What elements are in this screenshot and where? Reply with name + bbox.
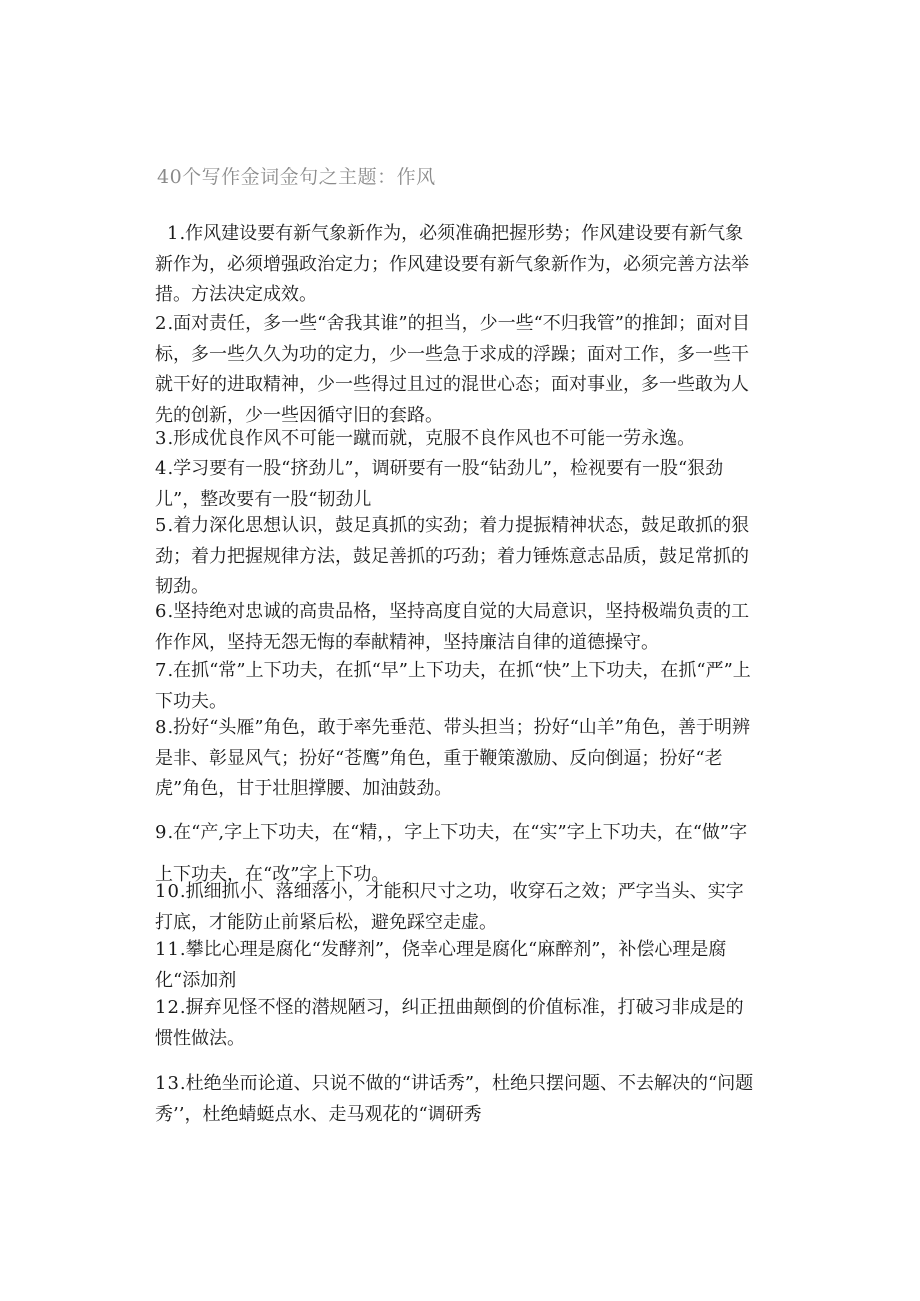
item-number: 5 (155, 515, 168, 536)
list-item-7 (155, 656, 760, 717)
document-title: 40个写作金词金句之主题：作风 (157, 166, 436, 188)
item-number: 2 (155, 313, 168, 334)
list-item-3 (155, 424, 760, 455)
item-number: 12 (155, 997, 180, 1018)
item-number: 1 (167, 223, 180, 244)
item-text: .抓细抓小、落细落小，才能积尺寸之功，收穿石之效；严字当头、实字打底，才能防止前紧后松，避免踩空走虚。 (155, 881, 744, 933)
list-item-10 (155, 877, 760, 938)
list-item-4 (155, 454, 760, 515)
item-text: .形成优良作风不可能一蹴而就，克服不良作风也不可能一劳永逸。 (167, 428, 696, 449)
item-text: .在“产,字上下功夫，在“精，，字上下功夫，在“实”字上下功夫，在“做”字上下功夫，在“改”字上下功。 (155, 822, 748, 885)
item-text: .攀比心理是腐化“发酵剂”，侥幸心理是腐化“麻醉剂”，补偿心理是腐化“添加剂 (155, 939, 727, 991)
item-text: .坚持绝对忠诚的高贵品格，坚持高度自觉的大局意识，坚持极端负责的工作作风，坚持无怨无悔的奉献精神，坚持廉洁自律的道德操守。 (155, 601, 750, 653)
item-text: .着力深化思想认识，鼓足真抓的实劲；着力提振精神状态，鼓足敢抓的狠劲；着力把握规律方法，鼓足善抓的巧劲；着力锤炼意志品质，鼓足常抓的韧劲。 (155, 515, 750, 597)
item-text: .面对责任，多一些“舍我其谁”的担当，少一些“不归我管”的推卸；面对目标，多一些久久为功的定力，少一些急于求成的浮躁；面对工作，多一些干就干好的进取精神，少一些得过且过的混世心态；面对事业，多一些敢为人先的创新，少一些因循守旧的套路。 (155, 313, 750, 426)
item-number: 4 (155, 458, 168, 479)
item-text: .学习要有一股“挤劲儿”，调研要有一股“钻劲儿”，检视要有一股“狠劲儿”，整改要有一股“韧劲儿 (155, 458, 724, 510)
item-number: 7 (155, 660, 168, 681)
item-text: .扮好“头雁”角色，敢于率先垂范、带头担当；扮好“山羊”角色，善于明辨是非、彰显风气；扮好“苍鹰”角色，重于鞭策激励、反向倒逼；扮好“老虎”角色，甘于壮胆撑腰、加油鼓劲。 (155, 717, 750, 799)
item-number: 11 (155, 939, 180, 960)
item-number: 3 (155, 428, 168, 449)
item-number: 13 (155, 1073, 180, 1094)
list-item-2 (155, 309, 760, 431)
item-number: 8 (155, 717, 168, 738)
list-item-13 (155, 1069, 760, 1130)
item-text: .作风建设要有新气象新作为，必须准确把握形势；作风建设要有新气象新作为，必须增强政治定力；作风建设要有新气象新作为，必须完善方法举措。方法决定成效。 (155, 223, 749, 305)
item-text: .在抓“常”上下功夫，在抓“早”上下功夫，在抓“快”上下功夫，在抓“严”上下功夫。 (155, 660, 751, 712)
item-text: .摒弃见怪不怪的潜规陋习，纠正扭曲颠倒的价值标准，打破习非成是的惯性做法。 (155, 997, 744, 1049)
list-item-8 (155, 713, 760, 805)
item-number: 9 (155, 822, 168, 843)
list-item-11 (155, 935, 760, 996)
item-text: .杜绝坐而论道、只说不做的“讲话秀”，杜绝只摆问题、不去解决的“问题秀’’，杜绝蜻蜓点水、走马观花的“调研秀 (155, 1073, 754, 1125)
list-item-5 (155, 511, 760, 603)
item-number: 6 (155, 601, 168, 622)
list-item-6 (155, 597, 760, 658)
list-item-12 (155, 993, 760, 1054)
item-number: 10 (155, 881, 180, 902)
list-item-1 (155, 219, 760, 311)
